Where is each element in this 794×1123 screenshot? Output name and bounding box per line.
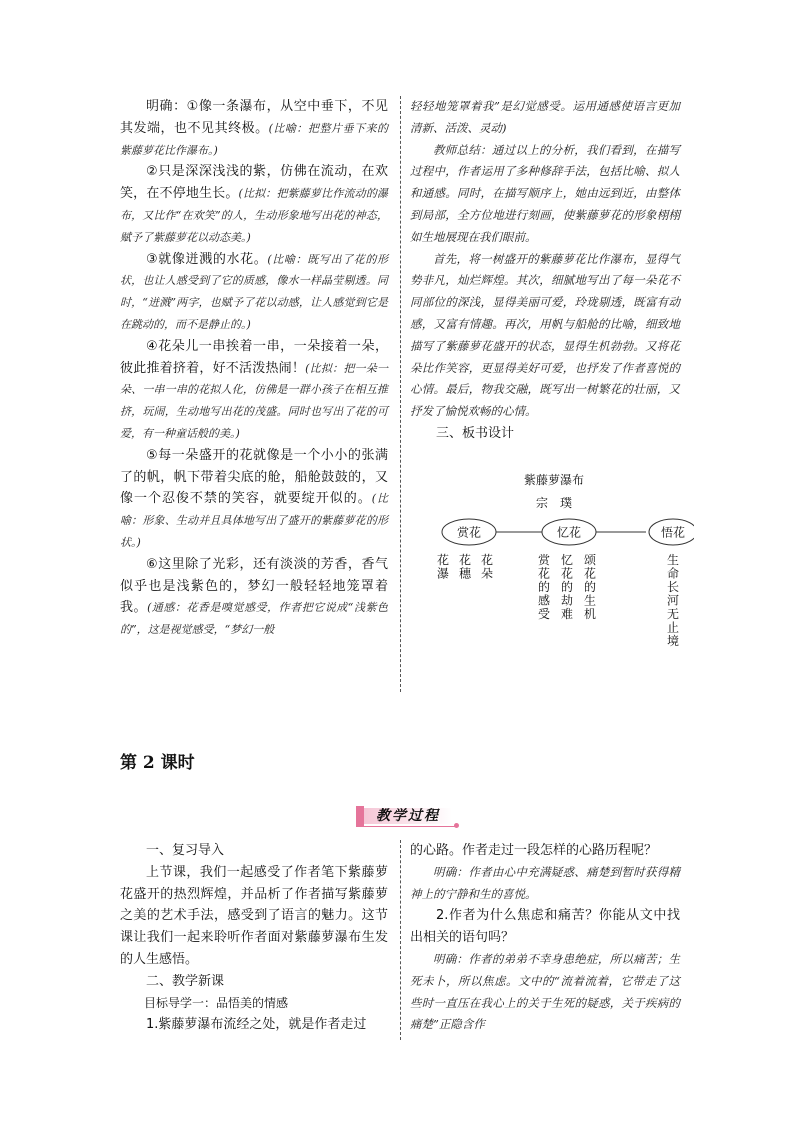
board-node-1-label: 赏花 <box>456 525 482 540</box>
board-node-2-item: 赏花的感受 <box>537 553 551 621</box>
badge-bar <box>356 806 364 826</box>
answer-6-text: ⑥这里除了光彩，还有淡淡的芳香，香气似乎也是浅紫色的，梦幻一般轻轻地笼罩着我。 <box>120 556 388 616</box>
paragraph-answer-4 <box>120 336 388 445</box>
left-column-upper <box>120 96 388 641</box>
answer-1-note: (比喻：把整片垂下来的紫藤萝花比作瀑布。) <box>120 121 388 157</box>
paragraph-teacher-summary: 教师总结：通过以上的分析，我们看到，在描写过程中，作者运用了多种修辞手法，包括比喻、拟人和通感。同时，在描写顺序上，她由远到近，由整体到局部，全方位地进行刻画，使紫藤萝花的形象栩栩如生地展现在我们眼前。 <box>410 142 680 244</box>
question-1: 1.紫藤萝瀑布流经之处，就是作者走过 <box>146 1017 367 1033</box>
badge-label: 教学过程 <box>376 808 440 824</box>
answer-1-text: 明确：①像一条瀑布，从空中垂下，不见其发端，也不见其终极。 <box>120 99 388 136</box>
board-title: 紫藤萝瀑布 <box>523 473 585 487</box>
answer-2-text: ②只是深深浅浅的紫，仿佛在流动，在欢笑，在不停地生长。 <box>120 164 388 202</box>
section-new-lesson: 二、教学新课 <box>146 973 225 989</box>
board-node-1-item: 花穗 <box>458 553 472 581</box>
board-diagram-svg <box>414 470 694 660</box>
board-author: 宗 璞 <box>535 496 573 510</box>
left-column-lower <box>120 840 388 1036</box>
column-divider-upper <box>400 96 401 692</box>
answer-3-text: ③就像迸溅的水花。 <box>146 251 268 267</box>
answer-4-note: (比拟：把一朵一朵、一串一串的花拟人化，仿佛是一群小孩子在相互推挤，玩闹，生动地写出花的茂盛。同时也写出了花的可爱，有一种童话般的美。) <box>120 361 388 440</box>
teaching-process-badge <box>356 806 456 826</box>
right-column-upper <box>410 96 680 445</box>
board-vertical-text <box>437 552 679 648</box>
column-divider-lower <box>400 840 401 1040</box>
answer-q2: 明确：作者的弟弟不幸身患绝症，所以痛苦；生死未卜，所以焦虑。文中的“流着流着，它带走了这些时一直压在我心上的关于生死的疑惑，关于疾病的痛楚”正隐含作 <box>410 951 680 1032</box>
paragraph-analysis: 首先，将一树盛开的紫藤萝花比作瀑布，显得气势非凡，灿烂辉煌。其次，细腻地写出了每一朵花不同部位的深浅，显得美丽可爱，玲珑剔透，既富有动感，又富有情趣。再次，用帆与船舱的比喻，细致地描写了紫藤萝花盛开的状态，显得生机勃勃。又将花朵比作笑容，更显得美好可爱，也抒发了作者喜悦的心情。最后，物我交融，既写出一树繁花的壮丽，又抒发了愉悦欢畅的心情。 <box>410 251 680 419</box>
board-node-2-label: 忆花 <box>556 525 582 540</box>
paragraph-answer-3 <box>120 249 388 336</box>
answer-5-note: (比喻：形象、生动并且具体地写出了盛开的紫藤萝花的形状。) <box>120 492 388 549</box>
lesson-2-heading: 第 2 课时 <box>120 753 195 773</box>
paragraph-answer-5 <box>120 445 388 554</box>
board-diagram <box>414 470 694 660</box>
paragraph-answer-6 <box>120 554 388 641</box>
answer-3-note: (比喻：既写出了花的形状，也让人感受到了它的质感，像水一样晶莹剔透。同时，“迸溅”两字，也赋予了花以动感，让人感觉到它是在跳动的，而不是静止的。) <box>120 252 389 331</box>
board-node-1-item: 花朵 <box>480 553 494 581</box>
question-1-cont: 的心路。作者走过一段怎样的心路历程呢？ <box>410 843 658 858</box>
board-node-1-item: 花瀑 <box>436 553 450 581</box>
paragraph-synesthesia-cont: 轻轻地笼罩着我”是幻觉感受。运用通感使语言更加清新、活泼、灵动) <box>410 99 680 135</box>
question-2: 2.作者为什么焦虑和痛苦？你能从文中找出相关的语句吗？ <box>410 908 680 946</box>
board-node-2-item: 忆花的劫难 <box>560 553 574 621</box>
paragraph-answer-1 <box>120 96 388 161</box>
paragraph-answer-2 <box>120 161 388 248</box>
section-board-design: 三、板书设计 <box>436 425 515 441</box>
board-node-3-label: 悟花 <box>660 525 686 540</box>
goal-guide-1: 目标导学一：品悟美的情感 <box>144 995 289 1010</box>
answer-4-text: ④花朵儿一串挨着一串，一朵接着一朵，彼此推着挤着，好不活泼热闹！ <box>120 338 388 376</box>
badge-underline <box>356 826 456 827</box>
answer-6-note: (通感：花香是嗅觉感受，作者把它说成“浅紫色的”，这是视觉感受，“梦幻一般 <box>120 601 388 637</box>
answer-5-text: ⑤每一朵盛开的花就像是一个小小的张满了的帆，帆下带着尖底的舱，船舱鼓鼓的，又像一个忍俊不禁的笑容，就要绽开似的。 <box>120 447 388 507</box>
paragraph-review: 上节课，我们一起感受了作者笔下紫藤萝花盛开的热烈辉煌，并品析了作者描写紫藤萝之美的艺术手法，感受到了语言的魅力。这节课让我们一起来聆听作者面对紫藤萝瀑布生发的人生感悟。 <box>120 864 388 967</box>
badge-dot <box>454 823 459 828</box>
board-node-3-item: 生命长河无止境 <box>666 553 680 648</box>
section-review-intro: 一、复习导入 <box>146 843 225 858</box>
board-node-2-item: 颂花的生机 <box>583 553 597 621</box>
answer-2-note: (比拟：把紫藤萝比作流动的瀑布，又比作“在欢笑”的人，生动形象地写出花的神态，赋予了紫藤萝花以动态美。) <box>120 187 388 244</box>
answer-q1: 明确：作者由心中充满疑惑、痛楚到暂时获得精神上的宁静和生的喜悦。 <box>410 864 680 901</box>
right-column-lower <box>410 840 680 1036</box>
